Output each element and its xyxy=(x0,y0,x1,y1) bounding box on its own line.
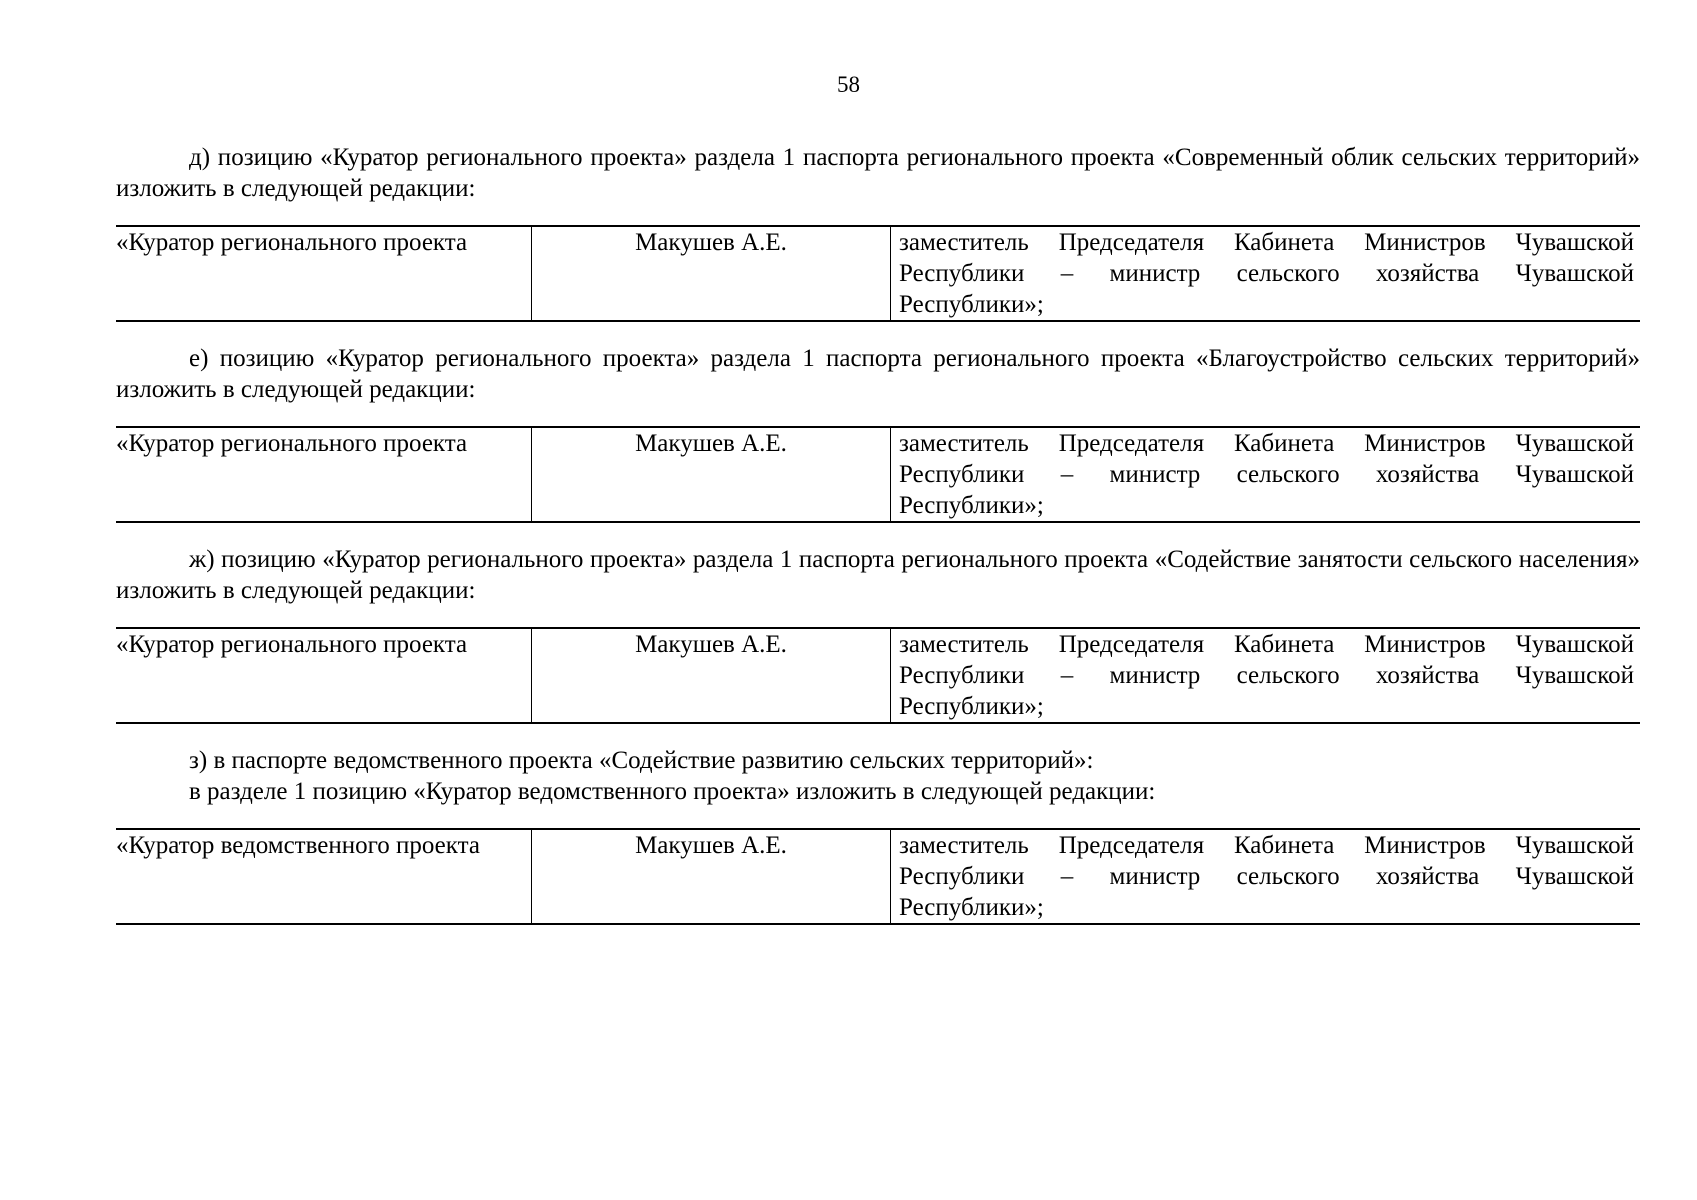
section-paragraph xyxy=(116,745,1640,807)
title-cell: заместитель Председателя Кабинета Министров Чувашской Республики – министр сельского хозяйства Чувашской Республики»; xyxy=(891,829,1641,924)
position-cell: «Куратор регионального проекта xyxy=(116,628,532,723)
paragraph-line: з) в паспорте ведомственного проекта «Содействие развитию сельских территорий»: xyxy=(189,747,1094,774)
paragraph-line: в разделе 1 позицию «Куратор ведомственного проекта» изложить в следующей редакции: xyxy=(189,778,1156,805)
section-paragraph: ж) позицию «Куратор регионального проекта» раздела 1 паспорта регионального проекта «Содействие занятости сельского населения» изложить в следующей редакции: xyxy=(116,546,1640,604)
table-row xyxy=(116,226,1640,321)
table-row xyxy=(116,628,1640,723)
table-row xyxy=(116,829,1640,924)
title-cell: заместитель Председателя Кабинета Министров Чувашской Республики – министр сельского хозяйства Чувашской Республики»; xyxy=(891,628,1641,723)
curator-table xyxy=(116,225,1640,322)
curator-table xyxy=(116,426,1640,523)
position-cell: «Куратор регионального проекта xyxy=(116,226,532,321)
position-cell: «Куратор ведомственного проекта xyxy=(116,829,532,924)
table-row xyxy=(116,427,1640,522)
title-cell: заместитель Председателя Кабинета Министров Чувашской Республики – министр сельского хозяйства Чувашской Республики»; xyxy=(891,427,1641,522)
page-number: 58 xyxy=(837,72,860,97)
title-cell: заместитель Председателя Кабинета Министров Чувашской Республики – министр сельского хозяйства Чувашской Республики»; xyxy=(891,226,1641,321)
section-paragraph: е) позицию «Куратор регионального проекта» раздела 1 паспорта регионального проекта «Благоустройство сельских территорий» изложить в следующей редакции: xyxy=(116,345,1640,403)
name-cell: Макушев А.Е. xyxy=(532,628,891,723)
position-cell: «Куратор регионального проекта xyxy=(116,427,532,522)
section-z xyxy=(116,745,1640,925)
section-d xyxy=(116,142,1640,322)
curator-table xyxy=(116,627,1640,724)
section-zh xyxy=(116,544,1640,724)
document-body xyxy=(116,142,1640,946)
name-cell: Макушев А.Е. xyxy=(532,226,891,321)
section-e xyxy=(116,343,1640,523)
section-paragraph: д) позицию «Куратор регионального проекта» раздела 1 паспорта регионального проекта «Современный облик сельских территорий» изложить в следующей редакции: xyxy=(116,144,1640,202)
curator-table xyxy=(116,828,1640,925)
name-cell: Макушев А.Е. xyxy=(532,427,891,522)
name-cell: Макушев А.Е. xyxy=(532,829,891,924)
